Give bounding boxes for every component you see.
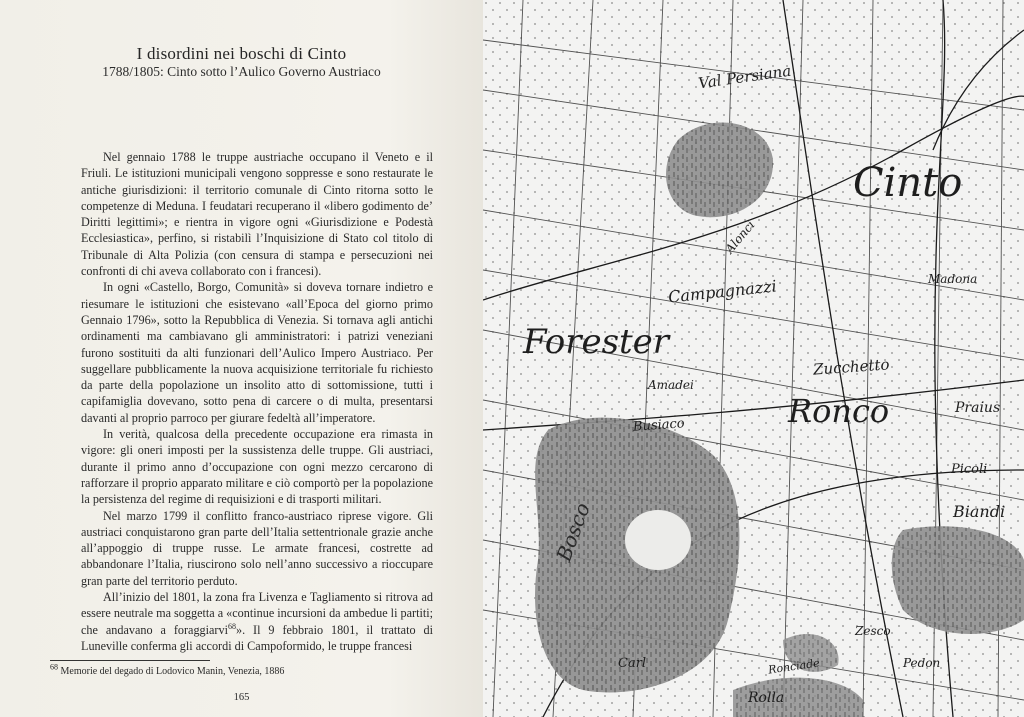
map-label: Biandi <box>953 502 1006 521</box>
map-label: Carl <box>618 656 647 671</box>
map-label: Madona <box>928 272 978 286</box>
map-label: Forester <box>523 322 670 362</box>
map-label: Bosco <box>551 499 595 565</box>
body-text <box>81 149 433 654</box>
map-label: Zesco <box>855 624 891 638</box>
map-label: Ronco <box>788 392 890 430</box>
paragraph: Nel gennaio 1788 le truppe austriache occupano il Veneto e il Friuli. Le istituzioni municipali vengono soppresse e sono restaurate le antiche giurisdizioni: il territorio comunale di Cinto ritorna sotto le competenze di Meduna. I feudatari recuperano il «libero godimento de’ Diritti legittimi»; e rientra in vigore ogni «Giurisdizione e Podestà Ecclesiastica», perfino, si ristabilì l’Inquisizione di Stato col titolo di Tribunale di Alta Polizia (con censura di stampa e persecuzioni nei confronti di chi aveva collaborato con i francesi). <box>81 150 433 279</box>
map-page <box>483 0 1024 717</box>
paragraph: In verità, qualcosa della precedente occupazione era rimasta in vigore: gli oneri imposti per la sussistenza delle truppe. Gli austriaci, durante il primo anno d’occupazione con ogni mezzo cercarono di rafforzare il proprio apparato militare e ciò comportò per la popolazione la persistenza del regime di requisizioni e di trasporti militari. <box>81 427 433 507</box>
map-label: Campagnazzi <box>667 276 778 307</box>
chapter-title: I disordini nei boschi di Cinto <box>136 44 347 63</box>
paragraph-text: ». Il 9 febbraio 1801, il trattato di Luneville conferma gli accordi di Campoformido, le truppe francesi <box>81 622 433 653</box>
footnote-reference: 68 <box>227 621 236 631</box>
paragraph: Nel marzo 1799 il conflitto franco-austriaco riprese vigore. Gli austriaci conquistarono gran parte dell’Italia settentrionale grazie anche all’appoggio di truppe russe. Le armate francesi, costrette ad abbandonare l’Italia, riuscirono solo nell’anno successivo a rioccupare gran parte del territorio perduto. <box>81 508 433 588</box>
map-label: Cinto <box>853 160 963 206</box>
footnote-text: Memorie del degado di Lodovico Manin, Venezia, 1886 <box>60 666 285 677</box>
paragraph <box>81 589 433 654</box>
map-label: Val Persiana <box>697 61 793 93</box>
paragraph-text: All’inizio del 1801, la zona fra Livenza e Tagliamento si ritrova ad essere neutrale ma soggetta a «continue incursioni da ambedue li partiti; che andavano a foraggiarvi <box>81 590 433 637</box>
map-label: Praius <box>955 400 1001 416</box>
text-page <box>0 0 483 717</box>
map-label: Alonci <box>722 217 758 257</box>
map-label: Ronciade <box>767 656 821 677</box>
page-number: 165 <box>233 692 250 703</box>
footnote-divider <box>50 660 210 661</box>
map-label: Zucchetto <box>812 355 891 379</box>
footnote-number: 68 <box>50 662 58 672</box>
map-label: Pedon <box>903 656 941 670</box>
map-label: Rolla <box>748 690 785 706</box>
chapter-subtitle: 1788/1805: Cinto sotto l’Aulico Governo Austriaco <box>102 64 381 79</box>
map-label: Picoli <box>951 462 988 477</box>
footnote <box>50 662 285 677</box>
paragraph: In ogni «Castello, Borgo, Comunità» si doveva tornare indietro e riesumare le istituzioni che esistevano «all’Epoca del giorno primo Gennaio 1796», sotto la Repubblica di Venezia. Si tornava agli antichi ordinamenti ma cambiavano gli amministratori: i patrizi veneziani furono sostituiti da alti funzionari dell’Aulico Impero Austriaco. Per suggellare pubblicamente la nuova acquisizione territoriale fu richiesto da parte della popolazione un insolito atto di sottomissione, tutti i capifamiglia dovevano, sotto pena di carcere o di multa, presentarsi davanti al proprio parroco per giurare fedeltà all’imperatore. <box>81 280 433 425</box>
map-label: Amadei <box>648 378 694 392</box>
map-label: Busiaco <box>632 416 686 435</box>
